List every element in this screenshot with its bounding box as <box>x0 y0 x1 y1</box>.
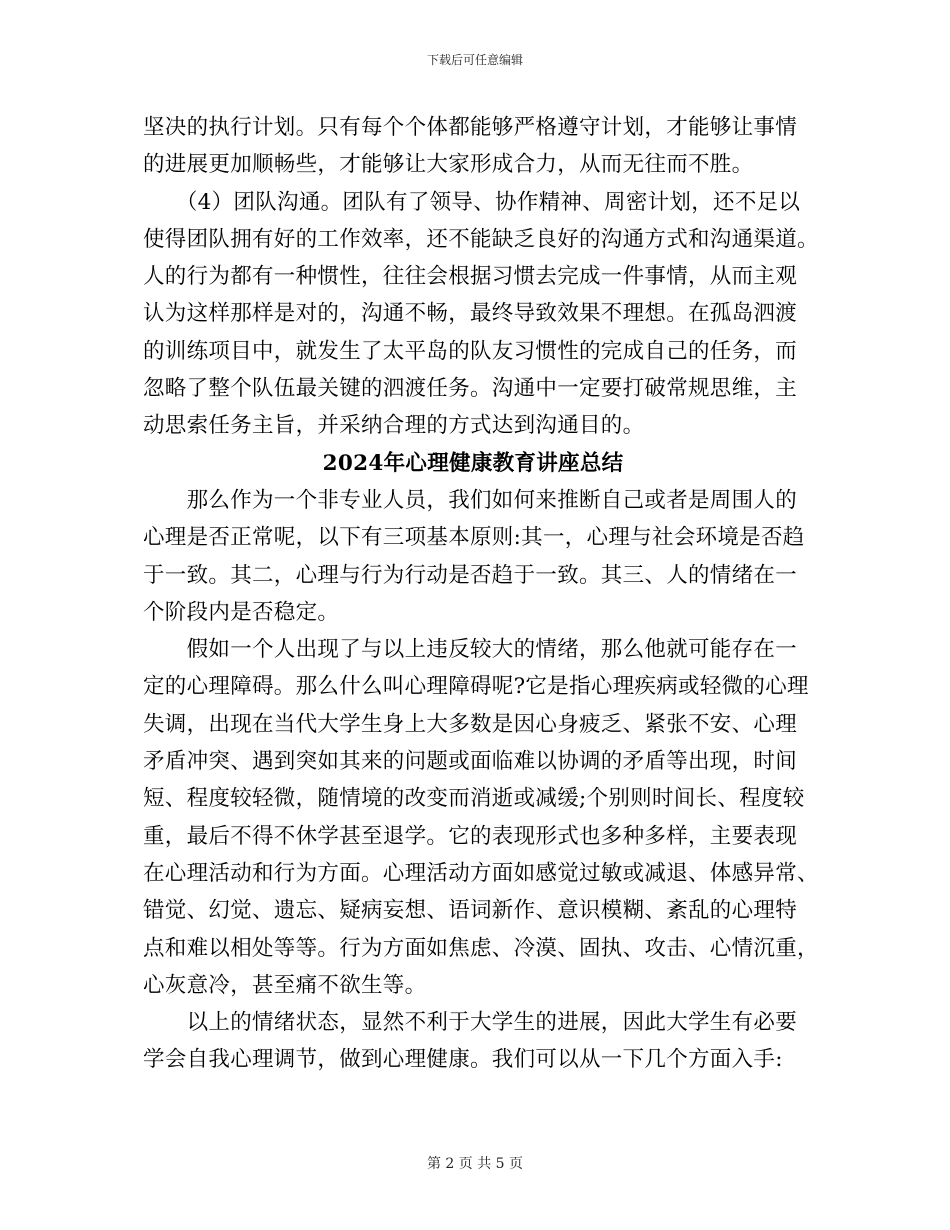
body-line: 假如一个人出现了与以上违反较大的情绪，那么他就可能存在一 <box>143 637 798 663</box>
body-line: 那么作为一个非专业人员，我们如何来推断自己或者是周围人的 <box>143 487 798 513</box>
body-line: 定的心理障碍。那么什么叫心理障碍呢?它是指心理疾病或轻微的心理 <box>143 674 809 700</box>
body-line: 忽略了整个队伍最关键的泗渡任务。沟通中一定要打破常规思维，主 <box>143 376 798 402</box>
body-line: 点和难以相处等等。行为方面如焦虑、冷漠、固执、攻击、心情沉重， <box>143 935 819 961</box>
body-line: 在心理活动和行为方面。心理活动方面如感觉过敏或减退、体感异常、 <box>143 860 819 886</box>
body-line: 学会自我心理调节，做到心理健康。我们可以从一下几个方面入手: <box>143 1047 783 1073</box>
body-line: 心理是否正常呢，以下有三项基本原则:其一，心理与社会环境是否趋 <box>143 525 805 551</box>
page-header-note: 下载后可任意编辑 <box>426 53 523 67</box>
body-line: 人的行为都有一种惯性，往往会根据习惯去完成一件事情，从而主观 <box>143 264 798 290</box>
body-line: 短、程度较轻微，随情境的改变而消逝或减缓;个别则时间长、程度较 <box>143 786 805 812</box>
page-number: 第 2 页 共 5 页 <box>426 1156 524 1172</box>
body-line: 矛盾冲突、遇到突如其来的问题或面临难以协调的矛盾等出现，时间 <box>143 749 798 775</box>
body-line: 个阶段内是否稳定。 <box>143 599 340 625</box>
body-line: 使得团队拥有好的工作效率，还不能缺乏良好的沟通方式和沟通渠道。 <box>143 226 819 252</box>
body-line: 失调，出现在当代大学生身上大多数是因心身疲乏、紧张不安、心理 <box>143 711 798 737</box>
body-line: 重，最后不得不休学甚至退学。它的表现形式也多种多样，主要表现 <box>143 823 798 849</box>
body-line: 的训练项目中，就发生了太平岛的队友习惯性的完成自己的任务，而 <box>143 338 798 364</box>
body-line: 于一致。其二，心理与行为行动是否趋于一致。其三、人的情绪在一 <box>143 562 798 588</box>
body-line: （4）团队沟通。团队有了领导、协作精神、周密计划，还不足以 <box>143 189 801 215</box>
body-line: 错觉、幻觉、遗忘、疑病妄想、语词新作、意识模糊、紊乱的心理特 <box>143 898 798 924</box>
body-line: 的进展更加顺畅些，才能够让大家形成合力，从而无往而不胜。 <box>143 152 754 178</box>
section-title: 2024年心理健康教育讲座总结 <box>322 450 624 476</box>
body-line: 以上的情绪状态，显然不利于大学生的进展，因此大学生有必要 <box>143 1010 798 1036</box>
body-line: 坚决的执行计划。只有每个个体都能够严格遵守计划，才能够让事情 <box>143 115 798 140</box>
body-line: 认为这样那样是对的，沟通不畅，最终导致效果不理想。在孤岛泗渡 <box>143 301 798 327</box>
body-line: 动思索任务主旨，并采纳合理的方式达到沟通目的。 <box>143 413 645 439</box>
body-line: 心灰意冷，甚至痛不欲生等。 <box>143 972 427 998</box>
document-body <box>143 109 819 1079</box>
